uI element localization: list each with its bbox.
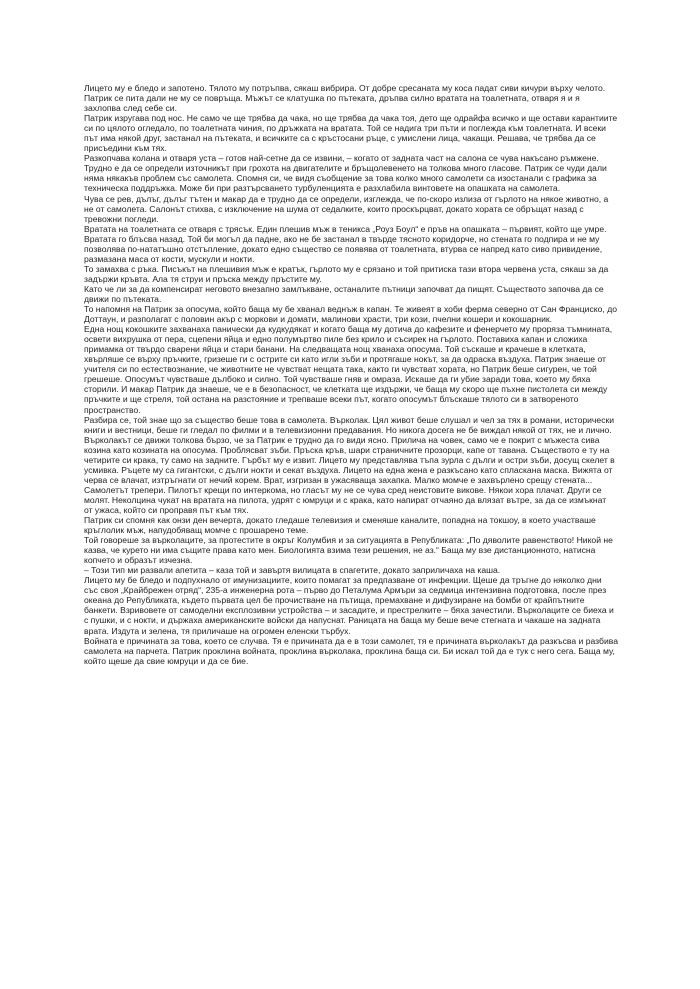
paragraph: Като че ли за да компенсират неговото внезапно замлъкване, останалите пътници започват да пищят. Съществото започва да се движи по пътеката. (84, 283, 604, 304)
paragraph: – Този тип ми развали апетита – каза той и завъртя вилицата в спагетите, докато заприличаха на каша. (84, 565, 501, 576)
paragraph: Войната е причината за това, което се случва. Тя е причината да е в този самолет, тя е причината върколакът да разкъсва и разбива самолета на парчета. Патрик проклина войната, проклина върколака, проклина баща си. Би искал той да е тук с него сега. Баща му, който щеше да свие юмруци и да се бие. (84, 635, 618, 666)
paragraph: Лицето му е бледо и запотено. Тялото му потръпва, сякаш вибрира. От добре сресаната му коса падат сиви кичури върху челото. Патрик се пита дали не му се повръща. Мъжът се клатушка по пътеката, дръпва силно вратата на тоалетната, отваря я и я захлопва след себе си. (84, 83, 606, 114)
paragraph: Патрик изругава под нос. Не само че ще трябва да чака, но ще трябва да чака тоя, дето ще одрайфа всичко и ще остави карантиите си по цялото огледало, по тоалетната чиния, по дръжката на вратата. Той се надига три пъти и поглежда към тоалетната. И всеки път има някой друг, застанал на пътеката, и всичките са с кръстосани ръце, с умислени лица, чакащи. Решава, че трябва да се присъедини към тях. (84, 113, 618, 154)
paragraph: Разбира се, той знае що за същество беше това в самолета. Върколак. Цял живот беше слушал и чел за тях в романи, исторически книги и вестници, беше ги гледал по филми и в телевизионни предавания. Но никога досега не бе виждал някой от тях, не и лично. (84, 414, 615, 435)
paragraph: То замахва с ръка. Писъкът на плешивия мъж е кратък, гърлото му е срязано и той притиска тази втора червена уста, сякаш за да задържи кръвта. Ала тя струи и пръска между пръстите му. (84, 263, 609, 284)
paragraph: Чува се рев, дълъг, дълъг тътен и макар да е трудно да се определи, изглежда, че по-скоро излиза от гърлото на някое животно, а не от самолета. Салонът стихва, с изключение на шума от седалките, които проскърцват, докато хората се обръщат назад с тревожни погледи. (84, 193, 609, 224)
paragraph: Лицето му бе бледо и подпухнало от имунизациите, които помагат за предпазване от инфекции. Щеше да тръгне до няколко дни със своя „Крайбрежен отряд“, 235-а инженерна рота – първо до Петалума Армъри за седмица интензивна подготовка, после през океана до Републиката, където първата цел бе прочистване на пътища, премахване и дифузиране на бомби от крайпътните банкети. Взривовете от самоделни експлозивни устройства – и засадите, и престрелките – бяха зачестили. Върколаците се биеха и с пушки, и с нокти, и държаха американските войски да напуснат. Раницата на баща му беше вече стегната и чакаше на задната врата. Издута и зелена, тя приличаше на огромен еленски търбух. (84, 575, 614, 636)
paragraph: То напомня на Патрик за опосума, който баща му бе хванал веднъж в капан. Те живеят в хоби ферма северно от Сан Франциско, до Доттаун, и разполагат с половин акър с моркови и домати, малинови храсти, три кози, пчелни кошери и кокошарник. (84, 304, 617, 325)
paragraph: Патрик си спомня как онзи ден вечерта, докато гледаше телевизия и сменяше каналите, попадна на токшоу, в което участваше кръглолик мъж, напудобяващ момче с прошарено теме. (84, 515, 596, 536)
body-text (84, 83, 618, 666)
paragraph: Върколакът се движи толкова бързо, че за Патрик е трудно да го види ясно. Прилича на човек, само че е покрит с мъжеста сива козина като козината на опосума. Проблясват зъби. Пръска кръв, шари страничните прозорци, капе от тавана. Съществото е ту на четирите си крака, ту само на задните. Гърбът му е извит. Лицето му представлява тъпа зурла с дълги и остри зъби, досущ скелет в усмивка. Ръцете му са гигантски, с дълги нокти и секат въздуха. Лицето на една жена е разкъсано като спласкана маска. Вижята от черва се влачат, изтръгнати от нечий корем. Врат, изгризан в ужасяваща захапка. Малко момче е захвърлено срещу стената... (84, 434, 615, 485)
paragraph: Вратата на тоалетната се отваря с трясък. Един плешив мъж в теникса „Роуз Боул“ е пръв на опашката – първият, който ще умре. Вратата го блъсва назад. Той би могъл да падне, ако не бе застанал в твърде тясното коридорче, но стената го подпира и не му позволява по-нататъшно отстъпление, докато едно същество се появява от тоалетната, втурва се напред като сиво привидение, размазана маса от кости, мускули и нокти. (84, 223, 607, 264)
paragraph: Една нощ кокошките захванаха панически да кудкудякат и когато баща му дотича до кафезите и фенерчето му прорязa тъмнината, освети вихрушка от пера, сцепени яйца и едно полумъртво пиле без крило и съсирек на гърлото. Поставиха капан и сложиха примамка от твърдо сварени яйца и стари банани. На следващата нощ хванаха опосума. Той съскаше и крачеше в клетката, хвърляше се върху пръчките, гризеше ги с острите си като игли зъби и протягаше нокът, за да одраска въздуха. Патрик знаеше от учителя си по естествознание, че животните не чувстват нещата така, както ги чувстват хората, но Патрик беше сигурен, че той грешеше. Опосумът чувстваше дълбоко и силно. Той чувстваше гняв и омраза. Искаше да ги убие заради това, което му бяха сторили. И макар Патрик да знаеше, че е в безопасност, че клетката ще издържи, че баща му скоро ще пъхне пистолета си между пръчките и ще стреля, той остана на разстояние и трепваше всеки път, когато опосумът блъскаше тялото си в затвореното пространство. (84, 324, 613, 415)
paragraph: Самолетът трепери. Пилотът крещи по интеркома, но гласът му не се чува сред неистовите викове. Някои хора плачат. Други се молят. Неколцина чукат на вратата на пилота, удрят с юмруци и с крака, като напират отчаяно да влязат вътре, за да се измъкнат от ужаса, който си проправя път към тях. (84, 484, 607, 515)
paragraph: Той говореше за върколаците, за протестите в окръг Колумбия и за ситуацията в Републиката: „По дяволите равенството! Никой не казва, че курето ни има същите права като мен. Биологията взима тези решения, не аз.“ Баща му взе дистанционното, натисна копчето и образът изчезна. (84, 535, 613, 566)
paragraph: Разкопчава колана и отваря уста – готов най-сетне да се извини, – когато от задната част на салона се чува накъсано ръмжене. Трудно е да се определи източникът при грохота на двигателите и бръщолевенето на толкова много гласове. Патрик се чуди дали няма някакъв проблем със самолета. Спомня си, че видя съобщение за това колко много самолети са изостанали с графика за техническа поддръжка. Може би при разтърсването турбуленцията е разхлабила винтовете на опашката на самолета. (84, 153, 607, 194)
